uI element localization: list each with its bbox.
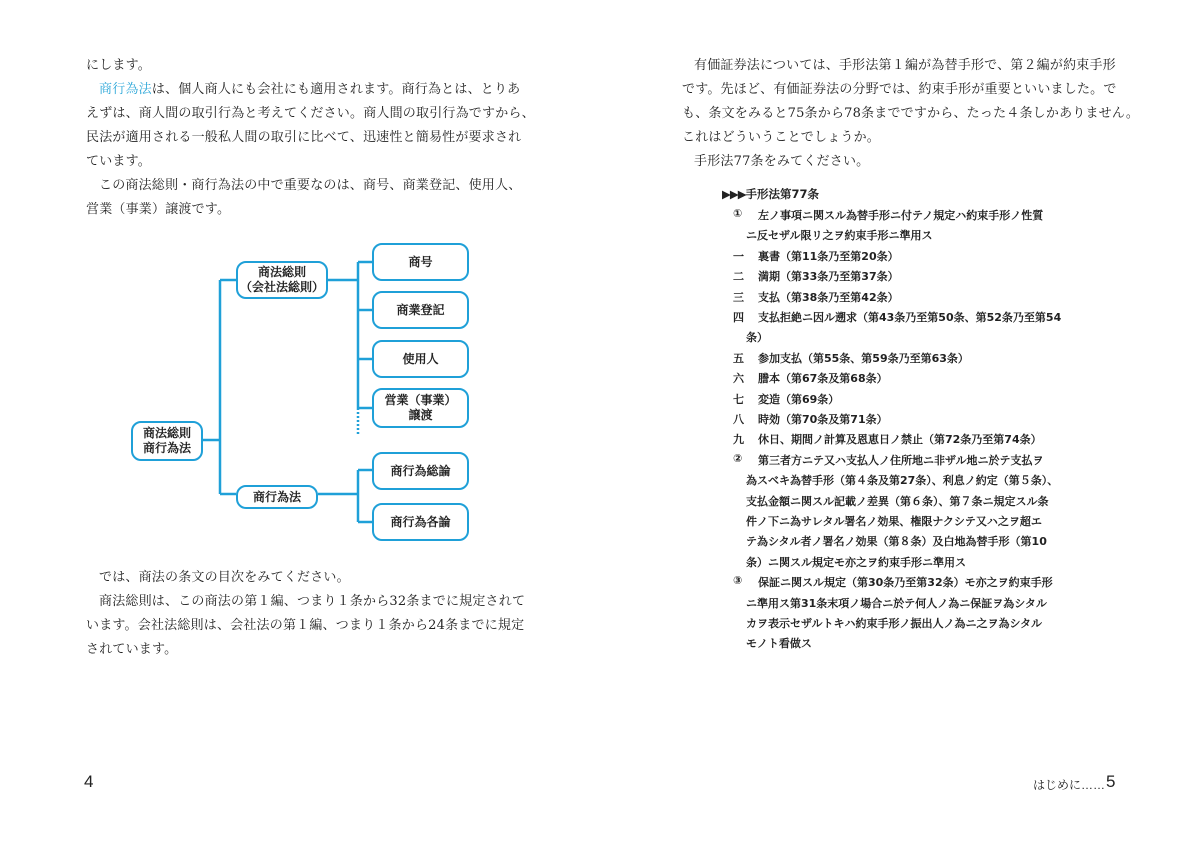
law-line-mark: 九	[733, 433, 744, 447]
left-para-4-line-1: では、商法の条文の目次をみてください。	[99, 570, 350, 585]
law-line-mark: ①	[733, 207, 743, 220]
law-line-text: 支払拒絶ニ因ル遡求（第43条乃至第50条、第52条乃至第54	[758, 311, 1062, 324]
law-title: 手形法第77条	[745, 187, 820, 201]
law-line-text: 為スベキ為替手形（第４条及第27条）、利息ノ約定（第５条）、	[746, 474, 1059, 488]
left-para-5-line-3: されています。	[86, 642, 178, 657]
law-line-text: 条）	[746, 331, 768, 345]
law-line-text: 左ノ事項ニ関スル為替手形ニ付テノ規定ハ約束手形ノ性質	[758, 209, 1044, 222]
structure-diagram	[130, 238, 475, 550]
right-para-2-line-1: 手形法77条をみてください。	[694, 154, 870, 169]
law-line-mark: 四	[733, 311, 744, 324]
page-footer-label: はじめに……	[1033, 778, 1106, 792]
left-para-5-line-1: 商法総則は、この商法の第１編、つまり１条から32条までに規定されて	[99, 594, 526, 609]
left-para-3-line-2: 営業（事業）譲渡です。	[86, 202, 231, 217]
right-para-1-line-3: も、条文をみると75条から78条までですから、たった４条しかありません。	[682, 106, 1140, 121]
diagram-node-commercial-acts: 商行為法	[236, 485, 318, 509]
diagram-leaf-trade-name: 商号	[372, 243, 469, 281]
law-line-mark: 五	[733, 351, 744, 365]
left-para-2-line-1: 商行為法は、個人商人にも会社にも適用されます。商行為とは、とりあ	[99, 82, 521, 97]
law-line-text: 保証ニ関スル規定（第30条乃至第32条）モ亦之ヲ約束手形	[758, 576, 1053, 590]
right-para-1-line-2: です。先ほど、有価証券法の分野では、約束手形が重要といいました。で	[682, 82, 1117, 97]
law-line-mark: 二	[733, 270, 744, 284]
diagram-leaf-acts-specific: 商行為各論	[372, 503, 469, 541]
left-para-5-line-2: います。会社法総則は、会社法の第１編、つまり１条から24条までに規定	[86, 618, 525, 633]
law-line-mark: 三	[733, 290, 744, 304]
law-line-mark: 七	[733, 392, 744, 406]
law-line-text: 第三者方ニテ又ハ支払人ノ住所地ニ非ザル地ニ於テ支払ヲ	[758, 453, 1044, 467]
law-line-mark: 一	[733, 249, 744, 263]
law-line-text: 変造（第69条）	[758, 392, 840, 406]
law-line-text: ニ反セザル限リ之ヲ約束手形ニ準用ス	[746, 229, 933, 243]
diagram-root-node: 商法総則 商行為法	[131, 421, 203, 461]
law-line-text: テ為シタル者ノ署名ノ効果（第８条）及白地為替手形（第10	[746, 535, 1047, 549]
law-line-text: カヲ表示セザルトキハ約束手形ノ振出人ノ為ニ之ヲ為シタル	[746, 617, 1043, 630]
law-line-text: 時効（第70条及第71条）	[758, 413, 888, 426]
diagram-node-general-provisions: 商法総則 （会社法総則）	[236, 261, 328, 299]
law-line-mark: ②	[733, 451, 743, 465]
law-line-text: モノト看做ス	[746, 637, 812, 651]
diagram-leaf-registration: 商業登記	[372, 291, 469, 329]
diagram-leaf-business-transfer: 営業（事業） 譲渡	[372, 388, 469, 428]
highlight-term: 商行為法	[99, 82, 152, 97]
right-para-1-line-4: これはどういうことでしょうか。	[682, 130, 881, 145]
right-para-1-line-1: 有価証券法については、手形法第１編が為替手形で、第２編が約束手形	[694, 58, 1116, 73]
page-number-left: 4	[84, 772, 94, 791]
diagram-leaf-employee: 使用人	[372, 340, 469, 378]
left-para-2-line-2: えずは、商人間の取引行為と考えてください。商人間の取引行為ですから、	[86, 106, 535, 121]
law-line-text: 満期（第33条乃至第37条）	[758, 270, 899, 284]
law-line-mark: 六	[733, 372, 744, 386]
law-line-text: 支払（第38条乃至第42条）	[758, 290, 899, 304]
law-line-text: 件ノ下ニ為サレタル署名ノ効果、権限ナクシテ又ハ之ヲ超エ	[746, 515, 1042, 528]
law-line-text: 謄本（第67条及第68条）	[758, 372, 888, 386]
left-para-2-line-3: 民法が適用される一般私人間の取引に比べて、迅速性と簡易性が要求され	[86, 130, 522, 145]
law-line-text: 条）ニ関スル規定モ亦之ヲ約束手形ニ準用ス	[746, 555, 966, 569]
page-number-right: 5	[1106, 772, 1116, 791]
left-para-1: にします。	[86, 58, 151, 73]
left-para-3-line-1: この商法総則・商行為法の中で重要なのは、商号、商業登記、使用人、	[99, 178, 522, 193]
law-line-text: 参加支払（第55条、第59条乃至第63条）	[758, 351, 969, 365]
law-line-mark: ③	[733, 574, 743, 588]
law-line-text: ニ準用ス第31条末項ノ場合ニ於テ何人ノ為ニ保証ヲ為シタル	[746, 596, 1047, 610]
law-line-text: 休日、期間ノ計算及恩恵日ノ禁止（第72条乃至第74条）	[758, 433, 1042, 447]
law-line-text: 裏書（第11条乃至第20条）	[758, 249, 899, 263]
diagram-leaf-acts-general: 商行為総論	[372, 452, 469, 490]
law-line-mark: 八	[733, 413, 744, 426]
law-line-text: 支払金額ニ関スル記載ノ差異（第６条）、第７条ニ規定スル条	[746, 494, 1049, 508]
left-para-2-line-4: ています。	[86, 154, 151, 169]
law-heading	[722, 186, 819, 202]
triangle-marker-icon: ▶▶▶	[722, 187, 746, 201]
